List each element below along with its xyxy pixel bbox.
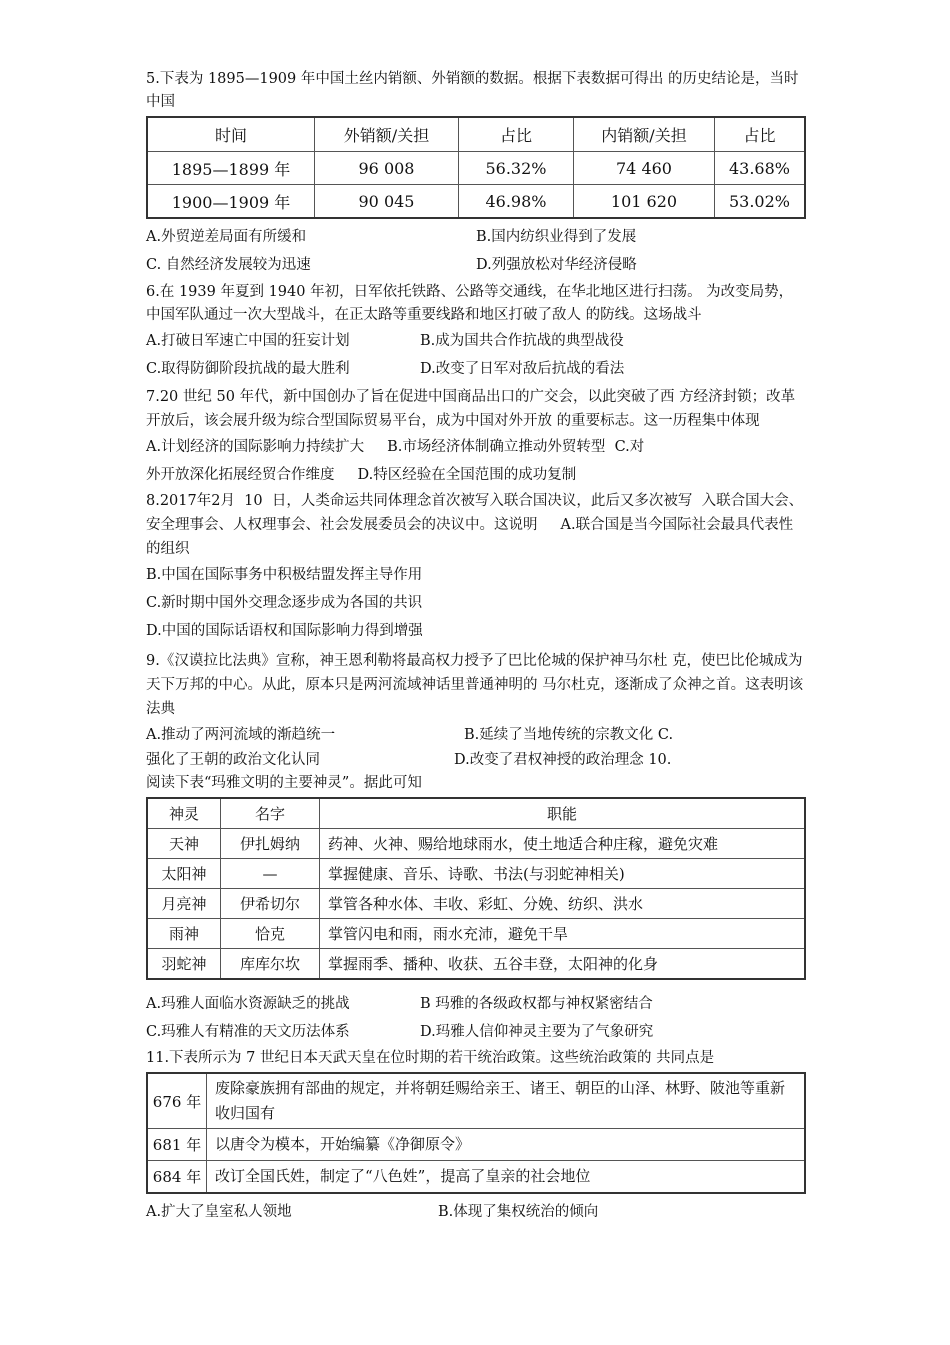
q10-cell: 伊扎姆纳 <box>221 829 320 859</box>
q10-table-header <box>147 798 805 829</box>
q10-cell: 掌管各种水体、丰收、彩虹、分娩、纺织、洪水 <box>320 889 806 919</box>
q5-header-domestic: 内销额/关担 <box>574 117 715 152</box>
q5-option-a[interactable]: A.外贸逆差局面有所缓和 <box>146 229 307 245</box>
q5-table-header <box>147 117 805 152</box>
q10-option-a[interactable]: A.玛雅人面临水资源缺乏的挑战 <box>146 996 350 1012</box>
q5-cell: 74 460 <box>574 152 715 185</box>
q10-cell: 太阳神 <box>147 859 221 889</box>
table-row <box>147 1129 805 1161</box>
q5-options-row1 <box>146 223 806 251</box>
q11-year: 676 年 <box>147 1073 207 1129</box>
table-row <box>147 919 805 949</box>
table-row <box>147 889 805 919</box>
table-row <box>147 1073 805 1129</box>
q11-policy: 以唐令为模本，开始编纂《净御原令》 <box>207 1129 806 1161</box>
q11-policy: 改订全国氏姓，制定了“八色姓”，提高了皇亲的社会地位 <box>207 1161 806 1194</box>
q10-cell: 月亮神 <box>147 889 221 919</box>
table-row <box>147 1161 805 1194</box>
q5-cell: 90 045 <box>315 185 459 219</box>
q6-option-d[interactable]: D.改变了日军对敌后抗战的看法 <box>420 361 625 377</box>
q7-stem: 7.20 世纪 50 年代，新中国创办了旨在促进中国商品出口的广交会，以此突破了西 方经济封锁；改革开放后，该会展升级为综合型国际贸易平台，成为中国对外开放 的重要标志。这一历程集中体现 <box>146 389 796 429</box>
q10-header-function: 职能 <box>320 798 806 829</box>
q10-header-name: 名字 <box>221 798 320 829</box>
q5-option-d[interactable]: D.列强放松对华经济侵略 <box>476 257 637 273</box>
q10-cell: 天神 <box>147 829 221 859</box>
q6-option-b[interactable]: B.成为国共合作抗战的典型战役 <box>420 333 624 349</box>
q10-cell: — <box>221 859 320 889</box>
exam-page <box>146 68 806 1226</box>
q7-options-line1[interactable]: A.计划经济的国际影响力持续扩大 B.市场经济体制确立推动外贸转型 C.对 <box>146 439 645 455</box>
q6-options-row1 <box>146 327 806 355</box>
q10-cell: 伊希切尔 <box>221 889 320 919</box>
q6-stem: 6.在 1939 年夏到 1940 年初，日军依托铁路、公路等交通线，在华北地区进行扫荡。 为改变局势，中国军队通过一次大型战斗，在正太路等重要线路和地区打破了敌人 的防线。这场战斗 <box>146 284 794 323</box>
q10-cell: 掌管闪电和雨，雨水充沛，避免干旱 <box>320 919 806 949</box>
q5-cell: 96 008 <box>315 152 459 185</box>
q6-option-a[interactable]: A.打破日军速亡中国的狂妄计划 <box>146 333 350 349</box>
q11-year: 684 年 <box>147 1161 207 1194</box>
q5-cell: 1900—1909 年 <box>147 185 315 219</box>
q10-cell: 掌握雨季、播种、收获、五谷丰登，太阳神的化身 <box>320 949 806 980</box>
q5-header-share2: 占比 <box>715 117 806 152</box>
q9-option-a[interactable]: A.推动了两河流域的渐趋统一 <box>146 727 336 743</box>
q5-cell: 56.32% <box>459 152 574 185</box>
q9-options-row2 <box>146 749 806 771</box>
q10-cell: 羽蛇神 <box>147 949 221 980</box>
q10-cell: 药神、火神、赐给地球雨水，使土地适合种庄稼，避免灾难 <box>320 829 806 859</box>
q5-option-b[interactable]: B.国内纺织业得到了发展 <box>476 229 637 245</box>
q5-header-time: 时间 <box>147 117 315 152</box>
q8-option-b[interactable]: B.中国在国际事务中积极结盟发挥主导作用 <box>146 567 423 583</box>
table-row <box>147 152 805 185</box>
q11-table <box>146 1072 806 1194</box>
q10-option-c[interactable]: C.玛雅人有精准的天文历法体系 <box>146 1024 350 1040</box>
q5-options-row2 <box>146 251 806 279</box>
q11-options-row1 <box>146 1198 806 1226</box>
q10-option-b[interactable]: B 玛雅的各级政权都与神权紧密结合 <box>420 996 653 1012</box>
q10-cell: 恰克 <box>221 919 320 949</box>
q6-options-row2 <box>146 355 806 383</box>
table-row <box>147 185 805 219</box>
q11-policy: 废除豪族拥有部曲的规定，并将朝廷赐给亲王、诸王、朝臣的山泽、林野、陂池等重新收归国有 <box>207 1073 806 1129</box>
q10-cell: 库库尔坎 <box>221 949 320 980</box>
table-row <box>147 859 805 889</box>
q9-options-row1 <box>146 721 806 749</box>
table-row <box>147 829 805 859</box>
q10-options-row2 <box>146 1018 806 1046</box>
q8-stem: 8.2017年2月 10 日，人类命运共同体理念首次被写入联合国决议，此后又多次被写 入联合国大会、安全理事会、人权理事会、社会发展委员会的决议中。这说明 A.联合国是当今国际社会最具代表性的组织 <box>146 493 804 557</box>
q10-stem: 阅读下表“玛雅文明的主要神灵”。据此可知 <box>146 775 422 791</box>
q5-cell: 1895—1899 年 <box>147 152 315 185</box>
q10-cell: 雨神 <box>147 919 221 949</box>
q7-options-line2[interactable]: 外开放深化拓展经贸合作维度 D.特区经验在全国范围的成功复制 <box>146 467 577 483</box>
q10-options-row1 <box>146 990 806 1018</box>
q8-option-d[interactable]: D.中国的国际话语权和国际影响力得到增强 <box>146 623 423 639</box>
q5-table <box>146 116 806 219</box>
q11-year: 681 年 <box>147 1129 207 1161</box>
q5-cell: 43.68% <box>715 152 806 185</box>
q11-option-b[interactable]: B.体现了集权统治的倾向 <box>438 1204 599 1220</box>
q5-cell: 101 620 <box>574 185 715 219</box>
q10-header-deity: 神灵 <box>147 798 221 829</box>
q10-table <box>146 797 806 980</box>
q9-option-b[interactable]: B.延续了当地传统的宗教文化 C. <box>464 727 674 743</box>
q5-option-c[interactable]: C. 自然经济发展较为迅速 <box>146 257 311 273</box>
table-row <box>147 949 805 980</box>
q10-cell: 掌握健康、音乐、诗歌、书法(与羽蛇神相关) <box>320 859 806 889</box>
q5-header-share: 占比 <box>459 117 574 152</box>
q5-cell: 53.02% <box>715 185 806 219</box>
q11-stem: 11.下表所示为 7 世纪日本天武天皇在位时期的若干统治政策。这些统治政策的 共同点是 <box>146 1050 715 1066</box>
q8-option-c[interactable]: C.新时期中国外交理念逐步成为各国的共识 <box>146 595 423 611</box>
q5-cell: 46.98% <box>459 185 574 219</box>
q9-option-d[interactable]: D.改变了君权神授的政治理念 10. <box>454 752 672 768</box>
q9-option-c[interactable]: 强化了王朝的政治文化认同 <box>146 752 320 768</box>
q9-stem: 9.《汉谟拉比法典》宣称，神王恩利勒将最高权力授予了巴比伦城的保护神马尔杜 克，使巴比伦城成为天下万邦的中心。从此，原本只是两河流域神话里普通神明的 马尔杜克，逐渐成了众神之首。这表明该法典 <box>146 653 804 717</box>
q5-header-export: 外销额/关担 <box>315 117 459 152</box>
q5-stem: 5.下表为 1895—1909 年中国土丝内销额、外销额的数据。根据下表数据可得出 的历史结论是，当时中国 <box>146 71 799 110</box>
q10-option-d[interactable]: D.玛雅人信仰神灵主要为了气象研究 <box>420 1024 654 1040</box>
q11-option-a[interactable]: A.扩大了皇室私人领地 <box>146 1204 292 1220</box>
q6-option-c[interactable]: C.取得防御阶段抗战的最大胜利 <box>146 361 350 377</box>
